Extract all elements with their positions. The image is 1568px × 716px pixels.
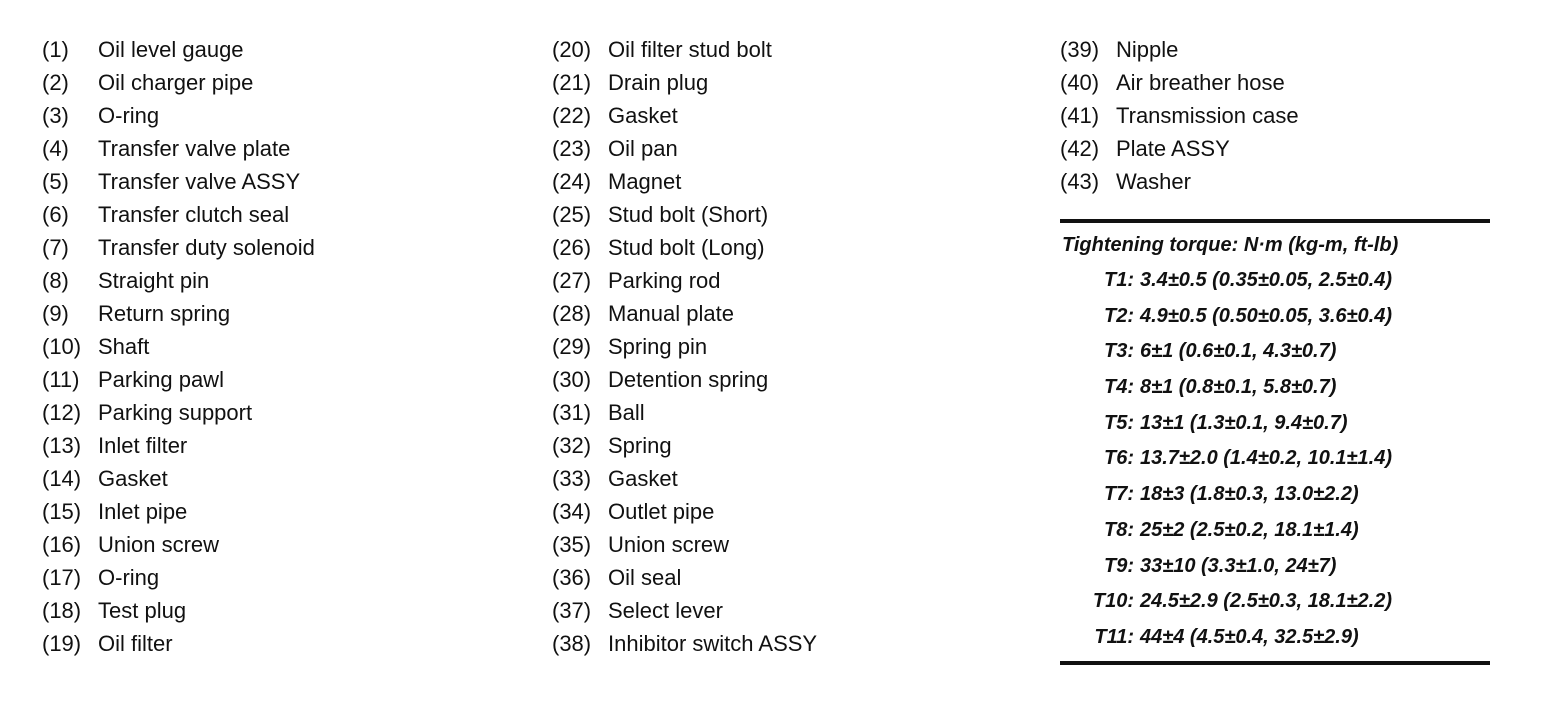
part-name: Parking pawl (98, 367, 224, 392)
part-name: Return spring (98, 301, 231, 326)
part-number: (39) (1060, 37, 1100, 62)
part-list-item (42, 495, 512, 528)
part-list-item (552, 594, 1022, 627)
part-list-item (552, 33, 1022, 66)
part-number: (26) (552, 235, 592, 260)
torque-table (1062, 228, 1492, 656)
part-list-item (42, 231, 512, 264)
part-name: Transfer duty solenoid (98, 235, 315, 260)
part-list-item (552, 528, 1022, 561)
part-number: (20) (552, 37, 592, 62)
part-number: (12) (42, 400, 82, 425)
torque-label: T5: (1104, 411, 1134, 434)
part-list-item (552, 165, 1022, 198)
torque-row (1062, 477, 1492, 513)
part-name: Nipple (1116, 37, 1179, 62)
part-number: (13) (42, 433, 82, 458)
part-name: Transfer valve ASSY (98, 169, 301, 194)
torque-row (1062, 441, 1492, 477)
part-list-item (1060, 165, 1500, 198)
part-list-item (552, 396, 1022, 429)
torque-value: 13.7±2.0 (1.4±0.2, 10.1±1.4) (1140, 447, 1392, 470)
parts-list-column-1 (42, 33, 512, 660)
part-number: (32) (552, 433, 592, 458)
torque-top-rule (1060, 219, 1490, 223)
part-list-item (552, 330, 1022, 363)
part-number: (22) (552, 103, 592, 128)
part-number: (38) (552, 631, 592, 656)
part-list-item (42, 528, 512, 561)
part-name: Union screw (608, 532, 730, 557)
torque-rows (1062, 263, 1492, 656)
torque-title: Tightening torque: N·m (kg-m, ft-lb) (1062, 234, 1399, 256)
part-list-item (1060, 66, 1500, 99)
part-number: (6) (42, 202, 69, 227)
part-name: Stud bolt (Long) (608, 235, 765, 260)
part-number: (33) (552, 466, 592, 491)
part-list-item (42, 330, 512, 363)
part-number: (41) (1060, 103, 1100, 128)
torque-row (1062, 513, 1492, 549)
part-name: Transfer clutch seal (98, 202, 290, 227)
part-number: (14) (42, 466, 82, 491)
part-number: (4) (42, 136, 69, 161)
part-list-item (42, 561, 512, 594)
part-list-item (42, 264, 512, 297)
part-name: Gasket (98, 466, 168, 491)
part-list-item (552, 561, 1022, 594)
part-list-item (42, 594, 512, 627)
part-number: (2) (42, 70, 69, 95)
part-list-item (42, 66, 512, 99)
torque-value: 6±1 (0.6±0.1, 4.3±0.7) (1140, 340, 1337, 363)
torque-label: T3: (1104, 340, 1134, 363)
part-number: (36) (552, 565, 592, 590)
part-number: (29) (552, 334, 592, 359)
torque-label: T2: (1104, 304, 1134, 327)
part-number: (16) (42, 532, 82, 557)
torque-row (1062, 334, 1492, 370)
part-name: Inhibitor switch ASSY (608, 631, 818, 656)
part-number: (27) (552, 268, 592, 293)
part-name: Union screw (98, 532, 220, 557)
part-name: Ball (608, 400, 645, 425)
part-name: Oil level gauge (98, 37, 244, 62)
part-name: Manual plate (608, 301, 734, 326)
torque-label: T8: (1104, 518, 1134, 541)
part-name: Oil seal (608, 565, 682, 590)
torque-value: 8±1 (0.8±0.1, 5.8±0.7) (1140, 376, 1337, 399)
torque-bottom-rule (1060, 661, 1490, 665)
part-name: Washer (1116, 169, 1191, 194)
part-number: (35) (552, 532, 592, 557)
torque-label: T4: (1104, 376, 1134, 399)
part-name: Magnet (608, 169, 682, 194)
part-list-item (552, 66, 1022, 99)
part-list-item (552, 495, 1022, 528)
part-list-item (552, 264, 1022, 297)
part-list-item (42, 396, 512, 429)
parts-list-column-2 (552, 33, 1022, 660)
part-number: (43) (1060, 169, 1100, 194)
part-name: Detention spring (608, 367, 769, 392)
part-number: (10) (42, 334, 82, 359)
part-name: Inlet pipe (98, 499, 188, 524)
part-name: Spring (608, 433, 672, 458)
part-name: Test plug (98, 598, 187, 623)
part-name: Transmission case (1116, 103, 1299, 128)
part-name: Spring pin (608, 334, 708, 359)
part-name: Oil pan (608, 136, 678, 161)
torque-label: T6: (1104, 447, 1134, 470)
part-list-item (42, 363, 512, 396)
part-name: Select lever (608, 598, 723, 623)
part-number: (8) (42, 268, 69, 293)
torque-label: T7: (1104, 483, 1134, 506)
part-number: (19) (42, 631, 82, 656)
part-list-item (42, 429, 512, 462)
torque-label: T1: (1104, 269, 1134, 291)
part-number: (30) (552, 367, 592, 392)
part-name: Shaft (98, 334, 150, 359)
part-name: Oil charger pipe (98, 70, 254, 95)
torque-label: T10: (1092, 590, 1134, 613)
torque-value: 25±2 (2.5±0.2, 18.1±1.4) (1140, 518, 1359, 541)
part-name: Gasket (608, 103, 678, 128)
part-list-item (552, 231, 1022, 264)
part-number: (18) (42, 598, 82, 623)
part-list-item (42, 99, 512, 132)
part-list-item (552, 462, 1022, 495)
part-number: (31) (552, 400, 592, 425)
torque-row (1062, 263, 1492, 299)
part-list-item (42, 198, 512, 231)
part-list-item (42, 462, 512, 495)
torque-label: T11: (1094, 625, 1134, 648)
part-name: Air breather hose (1116, 70, 1285, 95)
torque-row (1062, 370, 1492, 406)
part-number: (1) (42, 37, 69, 62)
part-name: Parking support (98, 400, 253, 425)
part-number: (5) (42, 169, 69, 194)
part-number: (28) (552, 301, 592, 326)
part-list-item (42, 33, 512, 66)
parts-list-column-3 (1060, 33, 1500, 198)
part-list-item (552, 363, 1022, 396)
part-name: Outlet pipe (608, 499, 715, 524)
part-name: Transfer valve plate (98, 136, 291, 161)
part-name: Oil filter (98, 631, 173, 656)
part-number: (40) (1060, 70, 1100, 95)
part-list-item (42, 297, 512, 330)
part-name: Drain plug (608, 70, 709, 95)
torque-row (1062, 620, 1492, 656)
part-number: (37) (552, 598, 592, 623)
part-list-item (552, 627, 1022, 660)
torque-row (1062, 584, 1492, 620)
part-number: (42) (1060, 136, 1100, 161)
part-number: (23) (552, 136, 592, 161)
part-list-item (1060, 132, 1500, 165)
torque-value: 4.9±0.5 (0.50±0.05, 3.6±0.4) (1140, 304, 1392, 327)
part-number: (15) (42, 499, 82, 524)
torque-value: 13±1 (1.3±0.1, 9.4±0.7) (1140, 411, 1348, 434)
part-name: Oil filter stud bolt (608, 37, 772, 62)
part-list-item (1060, 33, 1500, 66)
part-number: (9) (42, 301, 69, 326)
part-number: (3) (42, 103, 69, 128)
part-name: Plate ASSY (1116, 136, 1230, 161)
part-list-item (552, 132, 1022, 165)
torque-value: 33±10 (3.3±1.0, 24±7) (1140, 554, 1337, 577)
part-number: (7) (42, 235, 69, 260)
part-number: (25) (552, 202, 592, 227)
part-name: O-ring (98, 565, 160, 590)
part-name: Parking rod (608, 268, 721, 293)
part-list-item (552, 99, 1022, 132)
part-number: (11) (42, 367, 80, 392)
part-number: (34) (552, 499, 592, 524)
part-list-item (42, 132, 512, 165)
part-list-item (1060, 99, 1500, 132)
torque-value: 3.4±0.5 (0.35±0.05, 2.5±0.4) (1140, 269, 1392, 291)
part-name: Inlet filter (98, 433, 188, 458)
part-name: O-ring (98, 103, 160, 128)
part-name: Gasket (608, 466, 678, 491)
torque-label: T9: (1104, 554, 1134, 577)
part-name: Straight pin (98, 268, 210, 293)
part-name: Stud bolt (Short) (608, 202, 769, 227)
torque-value: 44±4 (4.5±0.4, 32.5±2.9) (1140, 625, 1359, 648)
part-list-item (42, 165, 512, 198)
part-list-item (552, 429, 1022, 462)
part-list-item (552, 297, 1022, 330)
part-list-item (42, 627, 512, 660)
torque-row (1062, 406, 1492, 442)
torque-value: 18±3 (1.8±0.3, 13.0±2.2) (1140, 483, 1359, 506)
part-number: (24) (552, 169, 592, 194)
part-number: (21) (552, 70, 592, 95)
torque-value: 24.5±2.9 (2.5±0.3, 18.1±2.2) (1140, 590, 1392, 613)
part-number: (17) (42, 565, 82, 590)
torque-row (1062, 299, 1492, 335)
part-list-item (552, 198, 1022, 231)
torque-row (1062, 549, 1492, 585)
